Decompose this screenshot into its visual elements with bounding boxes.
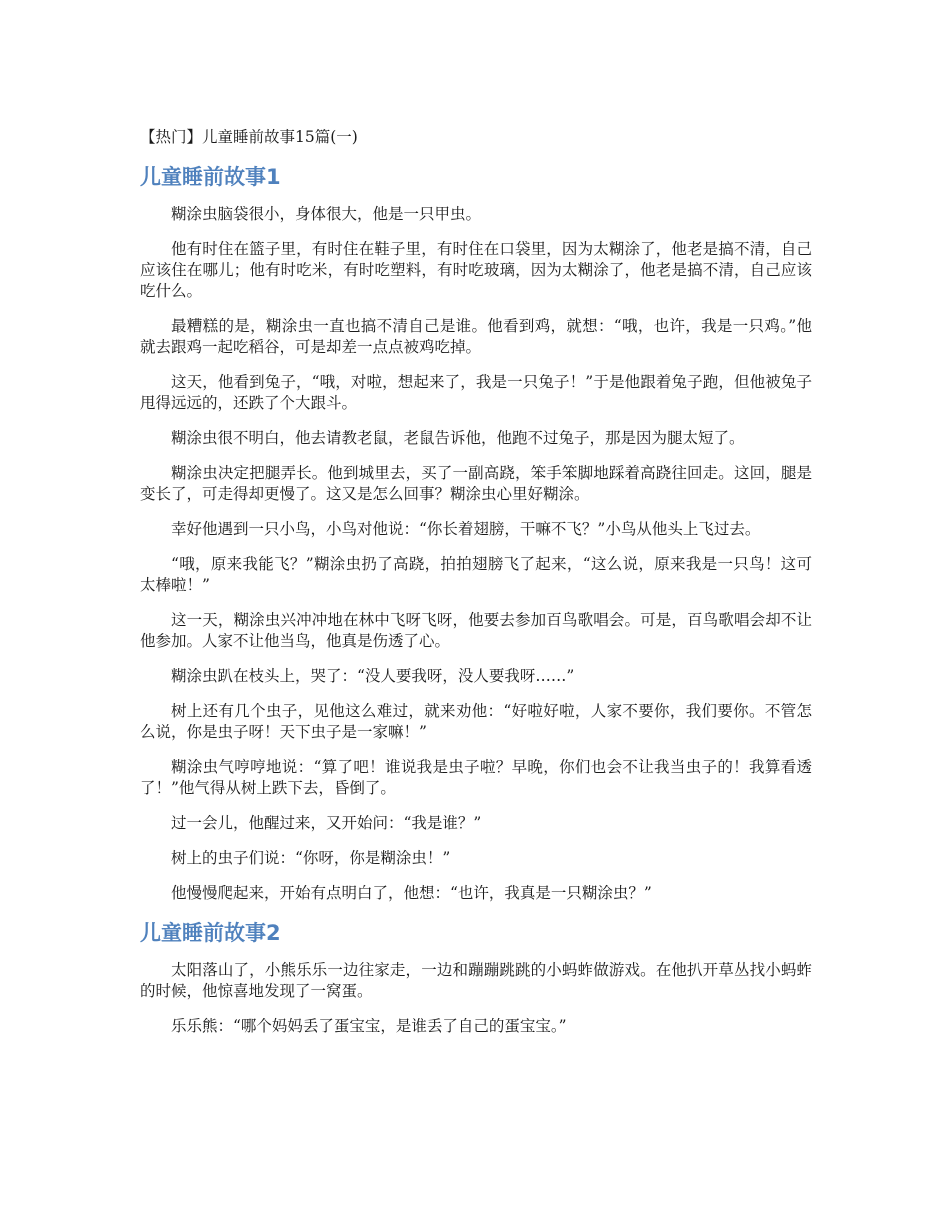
paragraph: 树上还有几个虫子，见他这么难过，就来劝他：“好啦好啦，人家不要你，我们要你。不管怎么说，你是虫子呀！天下虫子是一家嘛！” — [140, 702, 812, 741]
paragraph: 这天，他看到兔子，“哦，对啦，想起来了，我是一只兔子！”于是他跟着兔子跑，但他被兔子甩得远远的，还跌了个大跟斗。 — [140, 373, 812, 412]
story-section-2 — [140, 918, 812, 1037]
paragraph: 糊涂虫很不明白，他去请教老鼠，老鼠告诉他，他跑不过兔子，那是因为腿太短了。 — [171, 429, 745, 447]
paragraph: 糊涂虫脑袋很小，身体很大，他是一只甲虫。 — [171, 205, 482, 223]
story-section-1 — [140, 162, 812, 904]
paragraph: 树上的虫子们说：“你呀，你是糊涂虫！” — [171, 849, 451, 867]
section-heading: 儿童睡前故事2 — [140, 921, 281, 945]
paragraph: 糊涂虫气哼哼地说：“算了吧！谁说我是虫子啦？早晚，你们也会不让我当虫子的！我算看透了！”他气得从树上跌下去，昏倒了。 — [140, 758, 812, 797]
document-body — [140, 124, 812, 1051]
paragraph: 乐乐熊：“哪个妈妈丢了蛋宝宝，是谁丢了自己的蛋宝宝。” — [171, 1017, 567, 1035]
paragraph: 糊涂虫决定把腿弄长。他到城里去，买了一副高跷，笨手笨脚地踩着高跷往回走。这回，腿是变长了，可走得却更慢了。这又是怎么回事？糊涂虫心里好糊涂。 — [140, 464, 812, 503]
paragraph: 他慢慢爬起来，开始有点明白了，他想：“也许，我真是一只糊涂虫？” — [171, 884, 652, 902]
paragraph: 幸好他遇到一只小鸟，小鸟对他说：“你长着翅膀，干嘛不飞？”小鸟从他头上飞过去。 — [171, 520, 761, 538]
paragraph: 最糟糕的是，糊涂虫一直也搞不清自己是谁。他看到鸡，就想：“哦，也许，我是一只鸡。”他就去跟鸡一起吃稻谷，可是却差一点点被鸡吃掉。 — [140, 317, 812, 356]
paragraph: 这一天，糊涂虫兴冲冲地在林中飞呀飞呀，他要去参加百鸟歌唱会。可是，百鸟歌唱会却不让他参加。人家不让他当鸟，他真是伤透了心。 — [140, 611, 812, 650]
paragraph: 糊涂虫趴在枝头上，哭了：“没人要我呀，没人要我呀……” — [171, 667, 575, 685]
paragraph: 他有时住在篮子里，有时住在鞋子里，有时住在口袋里，因为太糊涂了，他老是搞不清，自己应该住在哪儿；他有时吃米，有时吃塑料，有时吃玻璃，因为太糊涂了，他老是搞不清，自己应该吃什么。 — [140, 240, 812, 300]
document-title: 【热门】儿童睡前故事15篇(一) — [140, 128, 358, 146]
paragraph: 太阳落山了，小熊乐乐一边往家走，一边和蹦蹦跳跳的小蚂蚱做游戏。在他扒开草丛找小蚂蚱的时候，他惊喜地发现了一窝蛋。 — [140, 961, 812, 1000]
paragraph: “哦，原来我能飞？”糊涂虫扔了高跷，拍拍翅膀飞了起来，“这么说，原来我是一只鸟！这可太棒啦！” — [140, 555, 812, 594]
section-heading: 儿童睡前故事1 — [140, 165, 281, 189]
paragraph: 过一会儿，他醒过来，又开始问：“我是谁？” — [171, 814, 482, 832]
